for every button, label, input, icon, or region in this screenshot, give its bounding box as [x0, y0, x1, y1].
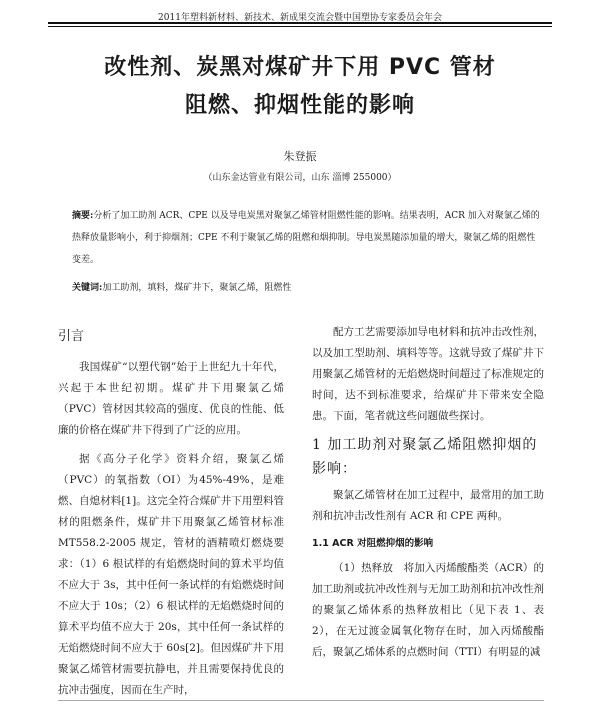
running-header: 2011年塑料新材料、新技术、新成果交流会暨中国塑协专家委员会年会: [158, 13, 442, 23]
keywords-label: 关键词:: [72, 283, 103, 293]
header-rule-thin: [48, 26, 552, 27]
affiliation: （山东金达管业有限公司，山东 淄博 255000）: [203, 173, 397, 183]
header-rule-thick: [48, 22, 552, 24]
intro-paragraph-1: 我国煤矿“以塑代钢”始于上世纪九十年代，兴起于本世纪初期。煤矿井下用聚氯乙烯（PVC）管材因其较高的强度、优良的性能、低廉的价格在煤矿井下得到了广泛的应用。: [58, 361, 284, 436]
intro-paragraph-2: 据《高分子化学》资料介绍，聚氯乙烯（PVC）的氧指数（OI）为45%-49%，是难燃、自熄材料[1]。这完全符合煤矿井下用塑料管材的阻燃条件，煤矿井下用聚氯乙烯管材标准 MT558.2-2005 规定，管材的酒精喷灯燃烧要求：（1）6 根试样的有焰燃烧时间的算术平均值不应大于 3s，其中任何一条试样的有焰燃烧时间不应大于 10s；（2）6 根试样的无焰燃烧时间的算术平均值不应大于 20s，其中任何一条试样的无焰燃烧时间不应大于 60s[2]。但因煤矿井下用聚氯乙烯管材需要抗静电，并且需要保持优良的抗冲击强度，因而在生产时，: [58, 453, 284, 696]
right-paragraph-2: 聚氯乙烯管材在加工过程中，最常用的加工助剂和抗冲击改性剂有 ACR 和 CPE 两种。: [312, 489, 544, 522]
abstract: [72, 205, 540, 271]
title-line-2: 阻燃、抑烟性能的影响: [184, 93, 415, 118]
author-name: 朱登振: [283, 150, 317, 163]
section-title-introduction: 引言: [58, 329, 85, 344]
left-column: [58, 322, 284, 701]
right-column: [312, 322, 544, 663]
section-heading-1: 1 加工助剂对聚氯乙烯阻燃抑烟的影响：: [312, 437, 538, 477]
right-paragraph-1: 配方工艺需要添加导电材料和抗冲击改性剂，以及加工型助剂、填料等等。这就导致了煤矿井下用聚氯乙烯管材的无焰燃烧时间超过了标准规定的时间，达不到标准要求，给煤矿井下带来安全隐患。下面，笔者就这些问题做些探讨。: [312, 326, 544, 422]
subsection-heading-1-1: 1.1 ACR 对阻燃抑烟的影响: [312, 538, 434, 549]
keywords: [72, 280, 540, 293]
footer-rule: [58, 700, 544, 701]
keywords-text: 加工助剂，填料，煤矿井下，聚氯乙烯，阻燃性: [102, 283, 292, 293]
right-paragraph-3: （1）热释放 将加入丙烯酸酯类（ACR）的加工助剂或抗冲改性剂与无加工助剂和抗冲改性剂的聚氯乙烯体系的热释放相比（见下表 1、表 2），在无过渡金属氧化物存在时，加入丙烯酸酯后，聚氯乙烯体系的点燃时间（TTI）有明显的减: [312, 562, 544, 658]
paragraph-spacer: [58, 441, 284, 449]
abstract-text: 分析了加工助剂 ACR、CPE 以及导电炭黑对聚氯乙烯管材阻燃性能的影响。结果表明，ACR 加入对聚氯乙烯的热释放量影响小，利于抑烟剂；CPE 不利于聚氯乙烯的阻燃和烟抑制。导电炭黑随添加量的增大，聚氯乙烯的阻燃性变差。: [72, 211, 540, 265]
title-line-1: 改性剂、炭黑对煤矿井下用 PVC 管材: [104, 55, 496, 80]
abstract-label: 摘要:: [72, 211, 94, 221]
